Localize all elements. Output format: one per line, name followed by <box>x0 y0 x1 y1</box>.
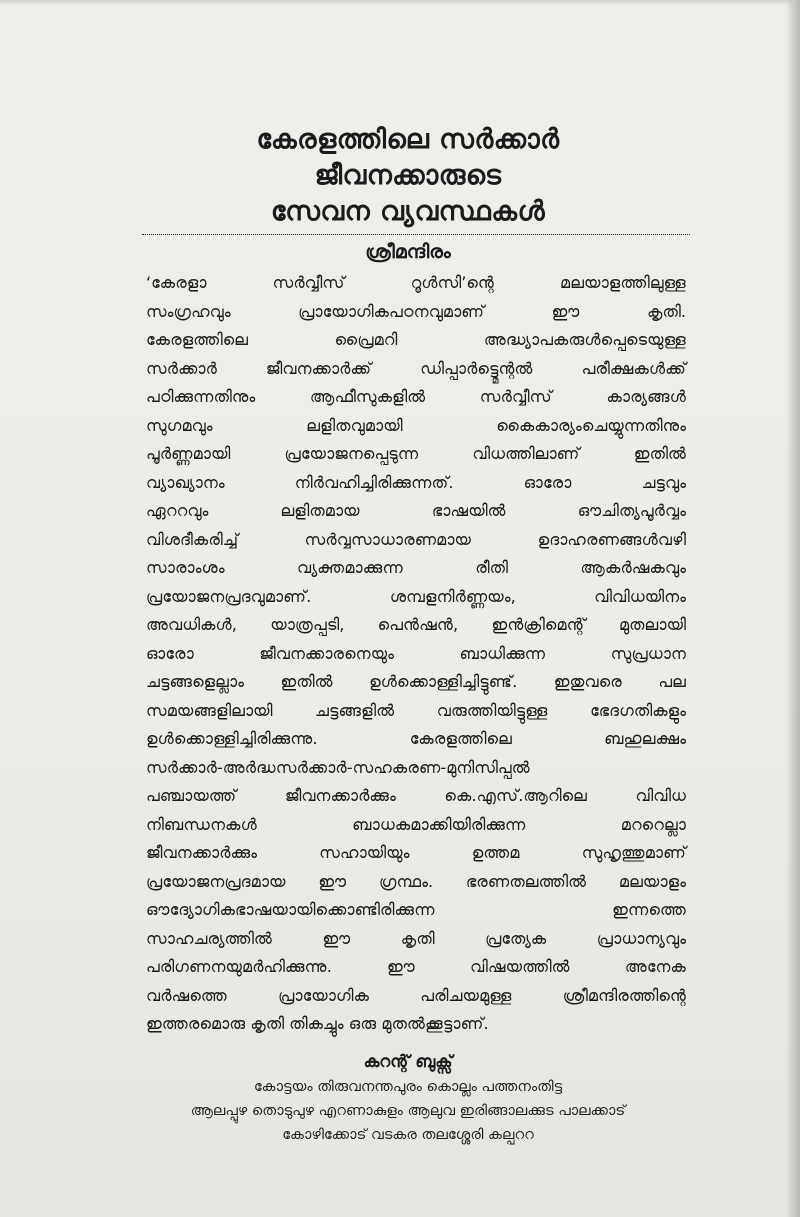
blurb-line: വ്യാഖ്യാനം നിർവഹിച്ചിരിക്കുന്നത്. ഓരോ ചട്ടവും <box>146 472 686 492</box>
blurb-line: ഏററവും ലളിതമായ ഭാഷയിൽ ഔചിത്യപൂർവ്വം <box>146 501 686 520</box>
book-blurb <box>146 269 686 1039</box>
blurb-line: വിശദീകരിച്ച് സർവ്വസാധാരണമായ ഉദാഹരണങ്ങൾവഴി <box>146 529 686 549</box>
branch-line: ആലപ്പുഴ തൊടുപുഴ എറണാകുളം ആലുവ ഇരിങ്ങാലക്കുട പാലക്കാട് <box>190 1101 626 1119</box>
blurb-line: പഠിക്കുന്നതിനും ആഫീസുകളിൽ സർവ്വീസ് കാര്യങ്ങൾ <box>146 387 686 406</box>
blurb-line: സാരാംശം വ്യക്തമാക്കുന്ന രീതി ആകർഷകവും <box>146 558 686 577</box>
blurb-line: പൂർണ്ണമായി പ്രയോജനപ്പെടുന്ന വിധത്തിലാണ് ഇതിൽ <box>146 444 686 463</box>
cover-text-block <box>128 118 688 1147</box>
blurb-line: സർക്കാർ-അർദ്ധസർക്കാർ-സഹകരണ-മുനിസിപ്പൽ <box>146 757 530 777</box>
dotted-divider <box>142 234 690 235</box>
blurb-line: പ്രയോജനപ്രദമായ ഈ ഗ്രന്ഥം. ഭരണതലത്തിൽ മലയാളം <box>146 871 686 891</box>
cover-top-edge <box>0 0 800 6</box>
blurb-line: അവധികൾ, യാത്രപ്പടി, പെൻഷൻ, ഇൻക്രിമെന്റ് മുതലായി <box>146 615 686 634</box>
blurb-line: ഇത്തരമൊരു കൃതി തികച്ചും ഒരു മുതൽക്കൂട്ടാണ്. <box>146 1014 489 1033</box>
book-title <box>128 118 688 230</box>
blurb-line: വർഷത്തെ പ്രായോഗിക പരിചയമുള്ള ശ്രീമന്ദിരത്തിന്റെ <box>146 985 686 1005</box>
blurb-line: കേരളത്തിലെ പ്രൈമറി അദ്ധ്യാപകരുൾപ്പെടെയുള്ള <box>146 330 686 349</box>
publisher-name: കറന്റ് ബുക്സ് <box>363 1051 453 1071</box>
blurb-line: പ്രയോജനപ്രദവുമാണ്. ശമ്പളനിർണ്ണയം, വിവിധയിനം <box>146 586 686 606</box>
blurb-line: ഉൾക്കൊള്ളിച്ചിരിക്കുന്നു. കേരളത്തിലെ ബഹുലക്ഷം <box>146 729 686 748</box>
blurb-line: സാഹചര്യത്തിൽ ഈ കൃതി പ്രത്യേക പ്രാധാന്യവും <box>146 928 686 948</box>
blurb-line: സർക്കാർ ജീവനക്കാർക്ക് ഡിപ്പാർട്ട്മെന്റൽ പരീക്ഷകൾക്ക് <box>146 358 686 378</box>
publisher-branches <box>128 1075 688 1147</box>
blurb-line: പരിഗണനയുമർഹിക്കുന്നു. ഈ വിഷയത്തിൽ അനേക <box>146 957 686 976</box>
author-name: ശ്രീമന്ദിരം <box>365 241 451 263</box>
blurb-line: ഓരോ ജീവനക്കാരനെയും ബാധിക്കുന്ന സുപ്രധാന <box>146 643 686 663</box>
book-title-line-1: കേരളത്തിലെ സർക്കാർ <box>256 124 560 155</box>
book-title-line-3: സേവന വ്യവസ്ഥകൾ <box>270 196 546 227</box>
cover-spine-edge <box>786 0 800 1217</box>
blurb-line: ചട്ടങ്ങളെല്ലാം ഇതിൽ ഉൾക്കൊള്ളിച്ചിട്ടുണ്ട്. ഇതുവരെ പല <box>146 672 686 691</box>
book-title-line-2: ജീവനക്കാരുടെ <box>314 160 502 191</box>
blurb-line: ‘കേരളാ സർവ്വീസ് റൂൾസി’ന്റെ മലയാളത്തിലുള്ള <box>146 273 686 292</box>
branch-line: കോട്ടയം തിരുവനന്തപുരം കൊല്ലം പത്തനംതിട്ട <box>253 1077 563 1095</box>
blurb-line: സംഗ്രഹവും പ്രായോഗികപഠനവുമാണ് ഈ കൃതി. <box>146 301 686 321</box>
blurb-line: പഞ്ചായത്ത് ജീവനക്കാർക്കും കെ.എസ്.ആറിലെ വിവിധ <box>146 786 686 805</box>
blurb-line: സമയങ്ങളിലായി ചട്ടങ്ങളിൽ വരുത്തിയിട്ടുള്ള ഭേദഗതികളും <box>146 700 686 720</box>
branch-line: കോഴിക്കോട് വടകര തലശ്ശേരി കല്പററ <box>282 1125 534 1143</box>
blurb-line: സുഗമവും ലളിതവുമായി കൈകാര്യംചെയ്യുന്നതിനും <box>146 415 686 435</box>
blurb-line: നിബന്ധനകൾ ബാധകമാക്കിയിരിക്കുന്ന മററെല്ലാ <box>146 814 686 834</box>
blurb-line: ജീവനക്കാർക്കും സഹായിയും ഉത്തമ സുഹൃത്തുമാണ് <box>146 843 686 862</box>
blurb-line: ഔദ്യോഗികഭാഷയായിക്കൊണ്ടിരിക്കുന്ന ഇന്നത്തെ <box>146 900 686 919</box>
